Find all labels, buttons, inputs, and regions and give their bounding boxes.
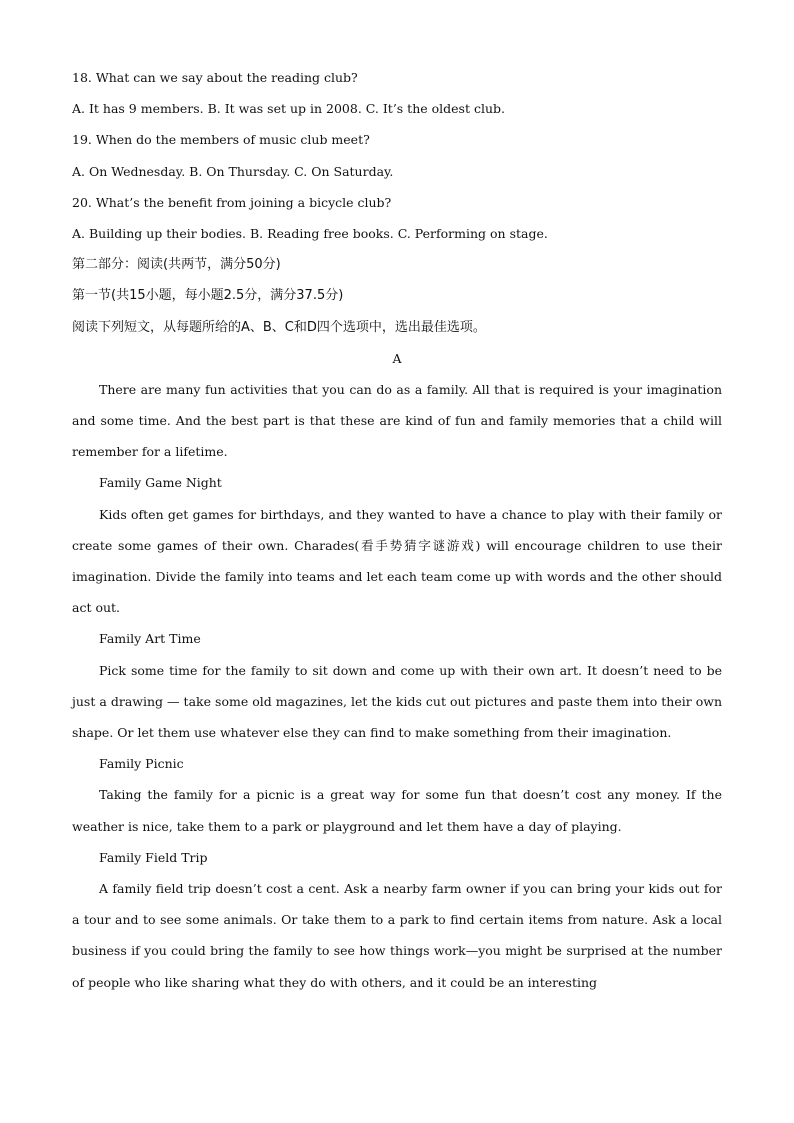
passage-intro: There are many fun activities that you can do as a family. All that is required is your imagination and some time. And the best part is that these are kind of fun and family memories that a child will remember for a lifetime.	[72, 381, 722, 460]
part-two-title: 第二部分：阅读(共两节，满分50分)	[72, 257, 281, 273]
reading-instruction: 阅读下列短文，从每题所给的A、B、C和D四个选项中，选出最佳选项。	[72, 319, 486, 335]
section-body-field-trip: A family field trip doesn’t cost a cent. Ask a nearby farm owner if you can bring your kids out for a tour and to see some animals. Or take them to a park to find certain items from nature. Ask a local business if you could bring the family to see how things work—you might be surprised at the number of people who like sharing what they do with others, and it could be an interesting	[72, 881, 722, 990]
section-body-game-night: Kids often get games for birthdays, and they wanted to have a chance to play with their family or create some games of their own. Charades(看手势猜字谜游戏) will encourage children to use their imagination. Divide the family into teams and let each team come up with words and the other should act out.	[72, 506, 722, 616]
exam-page	[72, 62, 722, 998]
section-body-picnic: Taking the family for a picnic is a great way for some fun that doesn’t cost any money. If the weather is nice, take them to a park or playground and let them have a day of playing.	[72, 787, 722, 834]
question-19-stem: 19. When do the members of music club meet?	[72, 132, 370, 148]
question-20-options: A. Building up their bodies. B. Reading free books. C. Performing on stage.	[72, 225, 548, 241]
passage-label: A	[392, 350, 402, 366]
section-heading-field-trip: Family Field Trip	[99, 849, 208, 865]
question-19-options: A. On Wednesday. B. On Thursday. C. On Saturday.	[72, 163, 394, 179]
section-one-title: 第一节(共15小题，每小题2.5分，满分37.5分)	[72, 288, 344, 304]
section-heading-art-time: Family Art Time	[99, 631, 201, 647]
section-heading-picnic: Family Picnic	[99, 756, 184, 772]
section-body-art-time: Pick some time for the family to sit down and come up with their own art. It doesn’t need to be just a drawing — take some old magazines, let the kids cut out pictures and paste them into their own shape. Or let them use whatever else they can find to make something from their imagination.	[72, 662, 722, 741]
question-20-stem: 20. What’s the benefit from joining a bicycle club?	[72, 194, 392, 210]
question-18-options: A. It has 9 members. B. It was set up in 2008. C. It’s the oldest club.	[72, 101, 505, 117]
question-18-stem: 18. What can we say about the reading club?	[72, 70, 358, 85]
section-heading-game-night: Family Game Night	[99, 475, 222, 491]
